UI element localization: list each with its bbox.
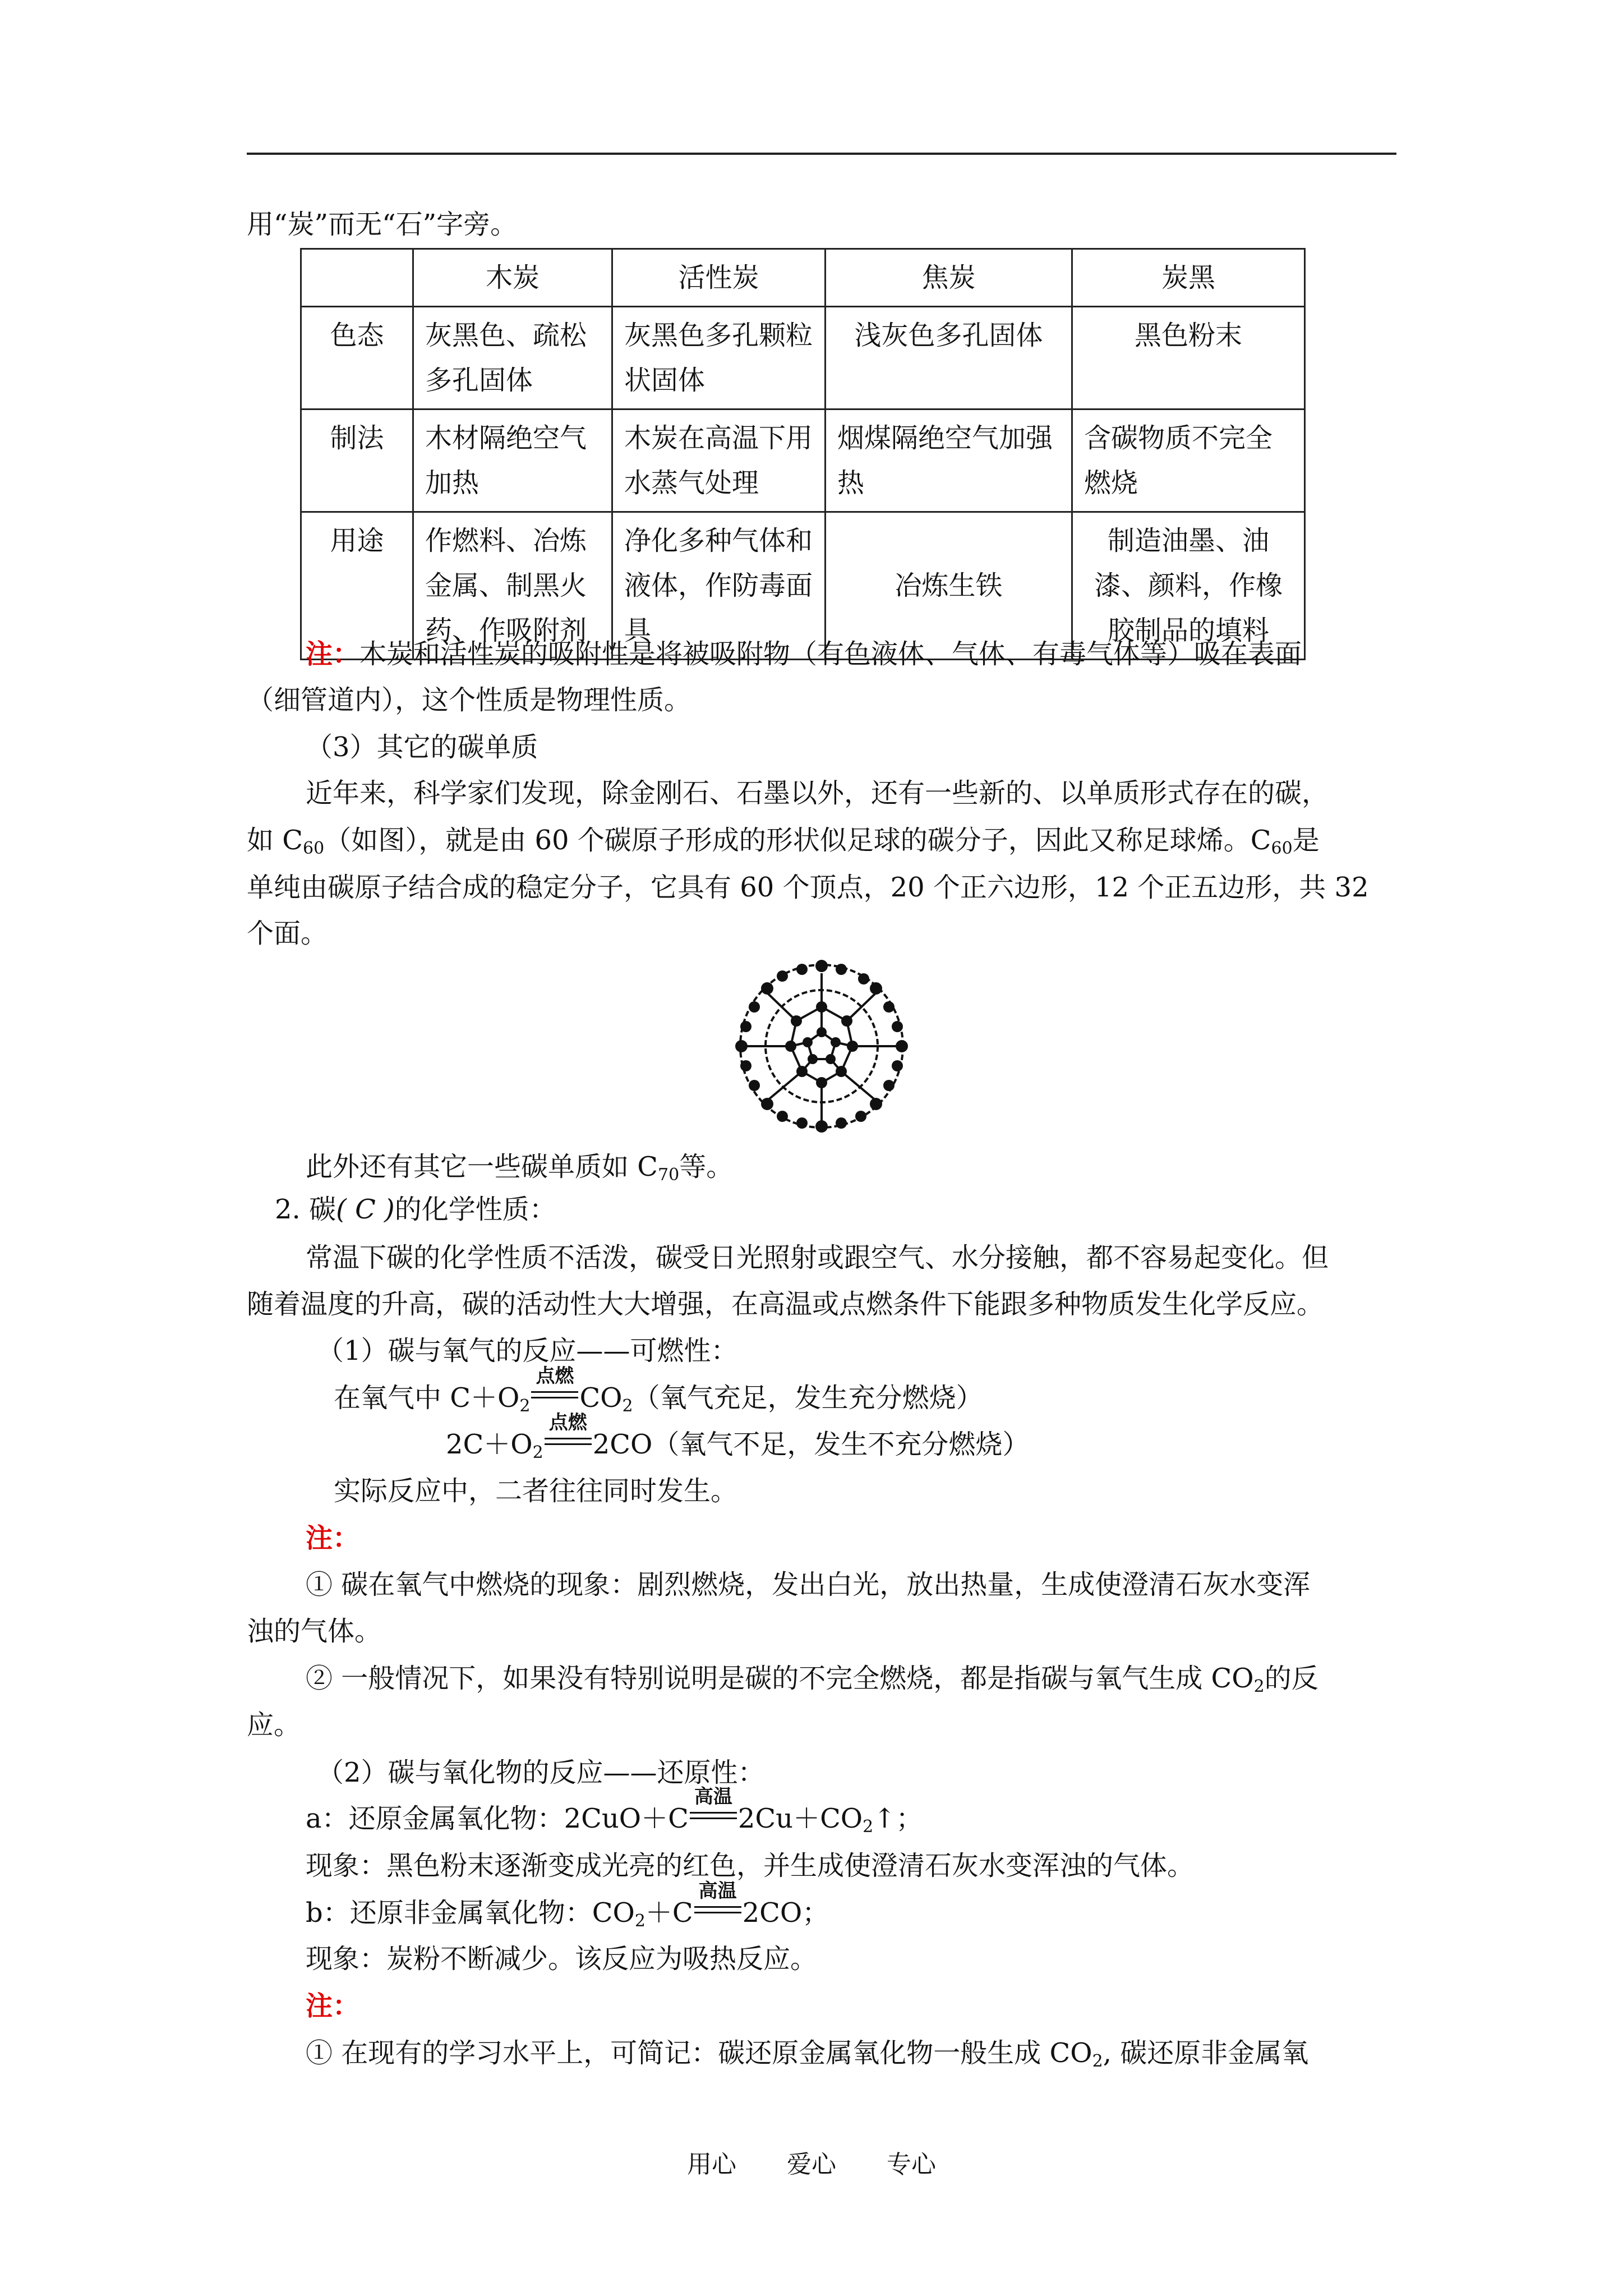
eq-text: 2CO； (742, 1897, 829, 1929)
condition-sign (545, 1411, 592, 1456)
note-text: , 碳还原非金属氧 (1103, 2037, 1309, 2069)
table-cell: 灰黑色、疏松多孔固体 (413, 307, 612, 409)
footer-word: 爱心 (787, 2150, 836, 2179)
para2-line2: 随着温度的升高，碳的活动性大大增强，在高温或点燃条件下能跟多种物质发生化学反应。 (247, 1289, 1324, 1320)
table-cell: 烟煤隔绝空气加强热 (826, 409, 1072, 512)
note2-item1-b: 浊的气体。 (247, 1616, 382, 1647)
para1-line4: 个面。 (247, 918, 328, 949)
subscript: 60 (1271, 839, 1293, 858)
sub2-title: （2）碳与氧化物的反应——还原性： (317, 1757, 765, 1788)
table-row (301, 307, 1305, 409)
para1-text: 是 (1292, 825, 1320, 856)
subscript: 2 (1253, 1677, 1265, 1696)
subscript: 2 (519, 1396, 531, 1416)
table-cell: 浅灰色多孔固体 (826, 307, 1072, 409)
table-header-row (301, 249, 1305, 307)
eq-text: 2CO (592, 1429, 653, 1460)
condition-text: 高温 (698, 1880, 737, 1902)
footer-word: 专心 (887, 2150, 936, 2179)
para1-line1: 近年来，科学家们发现，除金刚石、石墨以外，还有一些新的、以单质形式存在的碳， (306, 777, 1329, 809)
note3-label: 注： (306, 1990, 360, 2022)
condition-sign (690, 1786, 737, 1830)
eq-text: b：还原非金属氧化物：CO (306, 1897, 635, 1929)
condition-text: 点燃 (536, 1365, 574, 1387)
subscript: 60 (303, 839, 325, 858)
table-cell: 制造油墨、油漆、颜料，作橡胶制品的填料 (1072, 512, 1305, 660)
eq-after-line: 实际反应中，二者往往同时发生。 (334, 1475, 738, 1507)
condition-text: 点燃 (548, 1411, 587, 1434)
table-cell: 灰黑色多孔颗粒状固体 (612, 307, 826, 409)
subscript: 2 (634, 1911, 645, 1931)
note-text: ① 在现有的学习水平上，可简记：碳还原金属氧化物一般生成 CO (306, 2037, 1092, 2069)
c60-molecule-illustration (729, 954, 914, 1139)
eq-note: （氧气充足，发生充分燃烧） (633, 1382, 983, 1414)
subscript: 2 (532, 1443, 543, 1462)
table-cell: 含碳物质不完全燃烧 (1072, 409, 1305, 512)
note2-item2-b: 应。 (247, 1709, 301, 1741)
page-footer (0, 2144, 1623, 2180)
note-text: 的反 (1264, 1663, 1318, 1694)
subscript: 2 (1092, 2051, 1103, 2071)
note3-line (306, 2036, 1308, 2070)
note1-line-b: （细管道内），这个性质是物理性质。 (247, 684, 691, 716)
table-header-cell: 活性炭 (612, 249, 826, 307)
equation-1 (334, 1365, 983, 1416)
intro-line: 用“炭”而无“石”字旁。 (247, 209, 518, 240)
para1-text: （如图），就是由 60 个碳原子形成的形状似足球的碳分子，因此又称足球烯。C (324, 825, 1271, 856)
table-header-cell (301, 249, 413, 307)
eq-note: （氧气不足，发生不充分燃烧） (652, 1429, 1030, 1460)
row-label: 色态 (301, 307, 413, 409)
table-header-cell: 木炭 (413, 249, 612, 307)
c70-line (306, 1150, 733, 1184)
eq-text: 2C＋O (446, 1429, 533, 1460)
section-3-title: （3）其它的碳单质 (306, 731, 538, 763)
note2-label: 注： (306, 1522, 360, 1554)
subscript: 2 (622, 1396, 633, 1416)
equation-3 (306, 1786, 923, 1837)
table-header-cell: 焦炭 (826, 249, 1072, 307)
table-cell: 黑色粉末 (1072, 307, 1305, 409)
c70-text: 此外还有其它一些碳单质如 C (306, 1151, 658, 1182)
equation-2 (446, 1411, 1030, 1462)
row-label: 制法 (301, 409, 413, 512)
equation-4 (306, 1880, 829, 1931)
header-rule (247, 153, 1396, 155)
table-cell: 木材隔绝空气加热 (413, 409, 612, 512)
eq-text: 2Cu＋CO (737, 1803, 863, 1834)
note1-text: 木炭和活性炭的吸附性是将被吸附物（有色液体、气体、有毒气体等）吸在表面 (359, 638, 1302, 670)
note-label: 注： (306, 638, 360, 670)
para1-line2 (247, 823, 1320, 857)
section-text: 碳 (309, 1194, 336, 1225)
observation-1: 现象：黑色粉末逐渐变成光亮的红色，并生成使澄清石灰水变浑浊的气体。 (306, 1850, 1195, 1881)
para2-line1: 常温下碳的化学性质不活泼，碳受日光照射或跟空气、水分接触，都不容易起变化。但 (306, 1242, 1329, 1273)
carbon-forms-table (300, 248, 1306, 660)
eq-text: ↑； (873, 1803, 923, 1834)
para1-line3: 单纯由碳原子结合成的稳定分子，它具有 60 个顶点，20 个正六边形，12 个正五边形，共 32 (247, 872, 1369, 903)
note1-line-a (306, 637, 1302, 671)
eq-text: CO (579, 1382, 623, 1414)
table-cell: 净化多种气体和液体，作防毒面具 (612, 512, 826, 660)
condition-sign (531, 1365, 578, 1409)
table-cell: 木炭在高温下用水蒸气处理 (612, 409, 826, 512)
note-text: ② 一般情况下，如果没有特别说明是碳的不完全燃烧，都是指碳与氧气生成 CO (306, 1663, 1254, 1694)
para1-text: 如 C (247, 825, 303, 856)
subscript: 70 (658, 1165, 680, 1185)
section-text: 的化学性质： (394, 1194, 556, 1225)
sub1-title: （1）碳与氧气的反应——可燃性： (317, 1335, 738, 1366)
footer-word: 用心 (687, 2150, 736, 2179)
table-header-cell: 炭黑 (1072, 249, 1305, 307)
subscript: 2 (863, 1817, 874, 1837)
note2-item1-a: ① 碳在氧气中燃烧的现象：剧烈燃烧，发出白光，放出热量，生成使澄清石灰水变浑 (306, 1569, 1311, 1600)
section-2-title (275, 1193, 556, 1226)
table-cell: 冶炼生铁 (826, 512, 1072, 660)
carbon-symbol: ( C ) (336, 1194, 395, 1225)
condition-text: 高温 (694, 1786, 732, 1808)
observation-2: 现象：炭粉不断减少。该反应为吸热反应。 (306, 1943, 818, 1975)
condition-sign (694, 1880, 741, 1924)
c70-text: 等。 (679, 1151, 734, 1182)
note2-item2-a (306, 1662, 1318, 1695)
eq-text: ＋C (645, 1897, 693, 1929)
table-row (301, 409, 1305, 512)
eq-text: a：还原金属氧化物：2CuO＋C (306, 1803, 689, 1834)
table-cell: 作燃料、冶炼金属、制黑火药、作吸附剂 (413, 512, 612, 660)
section-number: 2. (275, 1194, 301, 1225)
row-label: 用途 (301, 512, 413, 660)
eq-text: 在氧气中 C＋O (334, 1382, 520, 1414)
